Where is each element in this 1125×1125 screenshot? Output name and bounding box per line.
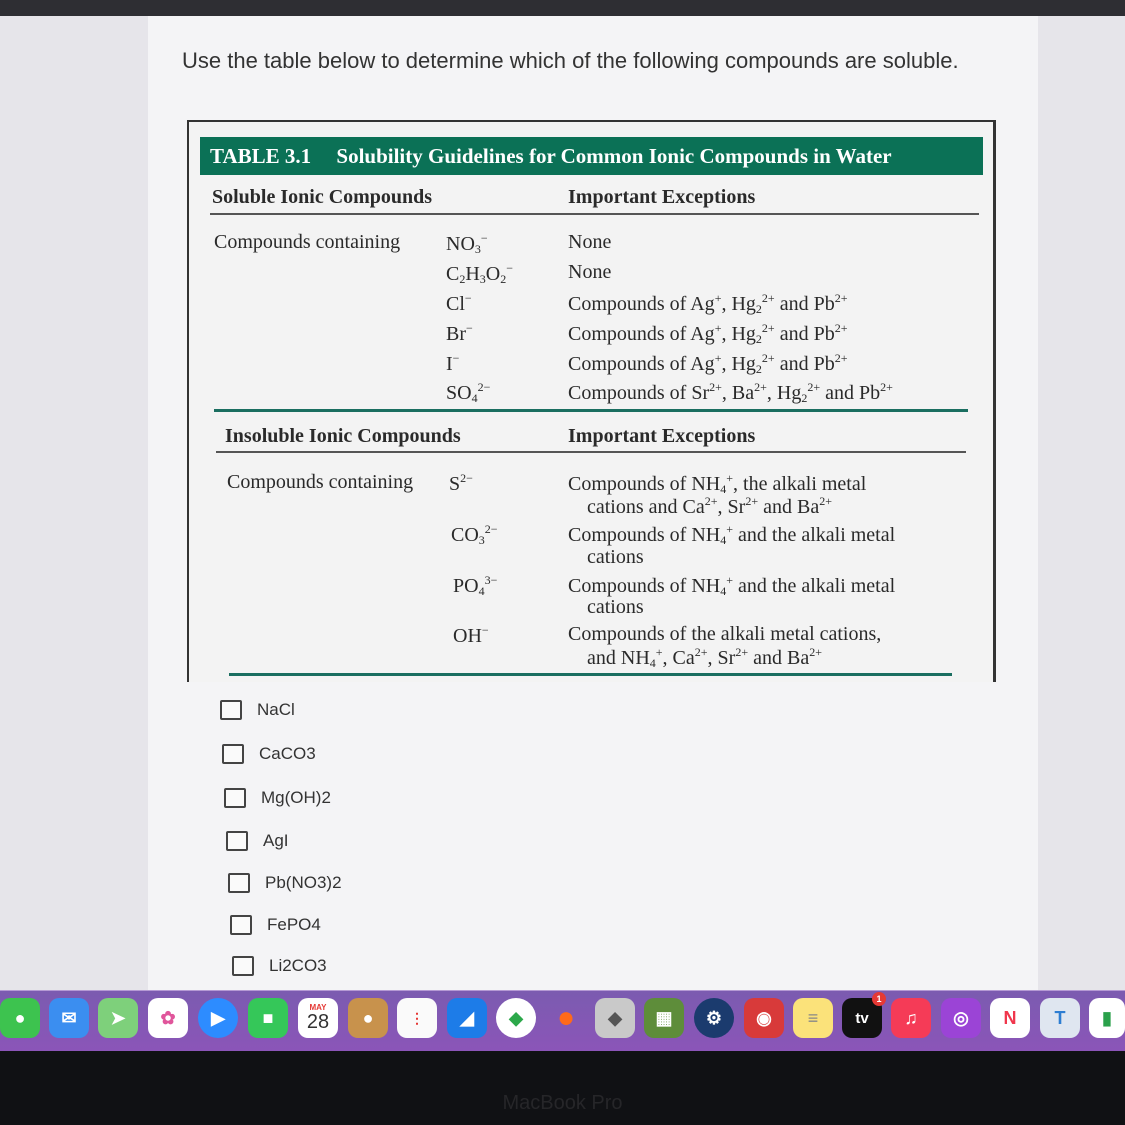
- option-li2co3[interactable]: [232, 956, 327, 976]
- app-store-icon[interactable]: ◢: [447, 998, 487, 1038]
- messages-icon[interactable]: ●: [0, 998, 40, 1038]
- exception-s-line1: Compounds of $NH_4^+$, the alkali metal: [568, 471, 867, 496]
- table-number: TABLE 3.1: [210, 144, 312, 168]
- roblox-icon[interactable]: ◆: [595, 998, 635, 1038]
- option-pbno32[interactable]: [228, 873, 342, 893]
- option-agi[interactable]: [226, 831, 289, 851]
- numbers-icon[interactable]: ▮: [1089, 998, 1125, 1038]
- keynote-icon[interactable]: T: [1040, 998, 1080, 1038]
- table-title: Solubility Guidelines for Common Ionic Compounds in Water: [336, 144, 892, 168]
- exception-po4-line1: Compounds of $NH_4^+$ and the alkali metal: [568, 573, 896, 598]
- header-rule: [210, 213, 979, 215]
- option-mgoh2[interactable]: [224, 788, 331, 808]
- minecraft-icon[interactable]: ▦: [644, 998, 684, 1038]
- vectorworks-icon[interactable]: ◆: [496, 998, 536, 1038]
- notes-icon[interactable]: ≡: [793, 998, 833, 1038]
- apple-tv-icon[interactable]: [842, 994, 882, 1038]
- checkbox[interactable]: [230, 915, 252, 935]
- compounds-containing-insoluble: Compounds containing: [227, 471, 414, 493]
- mail-icon[interactable]: ✉: [49, 998, 89, 1038]
- exception-so4: Compounds of $Sr^{2+}$, $Ba^{2+}$, $Hg_2^{2+}$ and $Pb^{2+}$: [568, 380, 893, 405]
- ion-po4: $PO_4^{3-}$: [453, 573, 498, 598]
- exception-cl: Compounds of Ag+, $Hg_2^{2+}$ and $Pb^{2+}$: [568, 291, 848, 316]
- section-rule: [214, 409, 968, 412]
- soluble-header: Soluble Ionic Compounds: [212, 186, 433, 208]
- ion-co3: $CO_3^{2-}$: [451, 522, 498, 547]
- browser-top-bar: [0, 0, 1125, 16]
- question-text: Use the table below to determine which of the following compounds are soluble.: [182, 48, 959, 73]
- exception-co3-line2: cations: [587, 546, 644, 568]
- contacts-icon[interactable]: ●: [348, 998, 388, 1038]
- news-icon[interactable]: N: [990, 998, 1030, 1038]
- option-label: FePO4: [267, 915, 321, 934]
- option-label: Li2CO3: [269, 956, 327, 975]
- ion-no3: $NO_3^-$: [446, 231, 488, 256]
- steam-icon[interactable]: ⚙: [694, 998, 734, 1038]
- music-icon[interactable]: ♫: [891, 998, 931, 1038]
- notification-badge: 1: [872, 992, 886, 1006]
- option-fepo4[interactable]: [230, 915, 321, 935]
- table-title-bar: [200, 137, 983, 175]
- checkbox[interactable]: [226, 831, 248, 851]
- photos-icon[interactable]: ✿: [148, 998, 188, 1038]
- ion-s: $S^{2-}$: [449, 471, 473, 495]
- option-label: NaCl: [257, 700, 295, 719]
- option-label: CaCO3: [259, 744, 316, 763]
- exception-acetate: None: [568, 261, 612, 283]
- exception-no3: None: [568, 231, 612, 253]
- option-nacl[interactable]: [220, 700, 295, 720]
- photo-booth-icon[interactable]: ◉: [744, 998, 784, 1038]
- checkbox[interactable]: [220, 700, 242, 720]
- option-label: AgI: [263, 831, 289, 850]
- calendar-day: 28: [306, 1011, 330, 1033]
- checkbox[interactable]: [222, 744, 244, 764]
- table-bottom-rule: [229, 673, 952, 676]
- ion-i: I−: [446, 351, 460, 375]
- option-label: Pb(NO3)2: [265, 873, 342, 892]
- zoom-icon[interactable]: ▶: [198, 998, 238, 1038]
- exception-oh-line2: and $NH_4^+$, $Ca^{2+}$, $Sr^{2+}$ and $Ba^{2+}$: [587, 645, 822, 670]
- browser-icon[interactable]: ●: [556, 1001, 576, 1034]
- tv-label: tv: [855, 1009, 869, 1027]
- podcasts-icon[interactable]: ◎: [941, 998, 981, 1038]
- option-caco3[interactable]: [222, 744, 316, 764]
- exception-br: Compounds of Ag+, $Hg_2^{2+}$ and $Pb^{2+}$: [568, 321, 848, 346]
- exception-co3-line1: Compounds of $NH_4^+$ and the alkali metal: [568, 522, 896, 547]
- exception-oh-line1: Compounds of the alkali metal cations,: [568, 623, 882, 645]
- exception-po4-line2: cations: [587, 596, 644, 618]
- checkbox[interactable]: [232, 956, 254, 976]
- compounds-containing-soluble: Compounds containing: [214, 231, 401, 253]
- exception-i: Compounds of Ag+, $Hg_2^{2+}$ and $Pb^{2+}$: [568, 351, 848, 376]
- insoluble-header: Insoluble Ionic Compounds: [225, 425, 461, 447]
- maps-icon[interactable]: ➤: [98, 998, 138, 1038]
- ion-so4: $SO_4^{2-}$: [446, 380, 491, 405]
- checkbox[interactable]: [224, 788, 246, 808]
- ion-br: Br−: [446, 321, 473, 345]
- ion-acetate: $C_2H_3O_2^-$: [446, 261, 514, 286]
- bezel-label: MacBook Pro: [502, 1092, 623, 1114]
- ion-oh: OH−: [453, 623, 489, 647]
- ion-cl: Cl−: [446, 291, 472, 315]
- calendar-month: MAY: [309, 1003, 327, 1012]
- calendar-icon[interactable]: [298, 998, 338, 1038]
- exceptions-header-soluble: Important Exceptions: [568, 186, 756, 208]
- option-label: Mg(OH)2: [261, 788, 331, 807]
- exception-s-line2: cations and $Ca^{2+}$, $Sr^{2+}$ and $Ba^{2+}$: [587, 494, 832, 518]
- reminders-icon[interactable]: ⋮: [397, 998, 437, 1038]
- facetime-icon[interactable]: ■: [248, 998, 288, 1038]
- checkbox[interactable]: [228, 873, 250, 893]
- exceptions-header-insoluble: Important Exceptions: [568, 425, 756, 447]
- insoluble-header-rule: [216, 451, 966, 453]
